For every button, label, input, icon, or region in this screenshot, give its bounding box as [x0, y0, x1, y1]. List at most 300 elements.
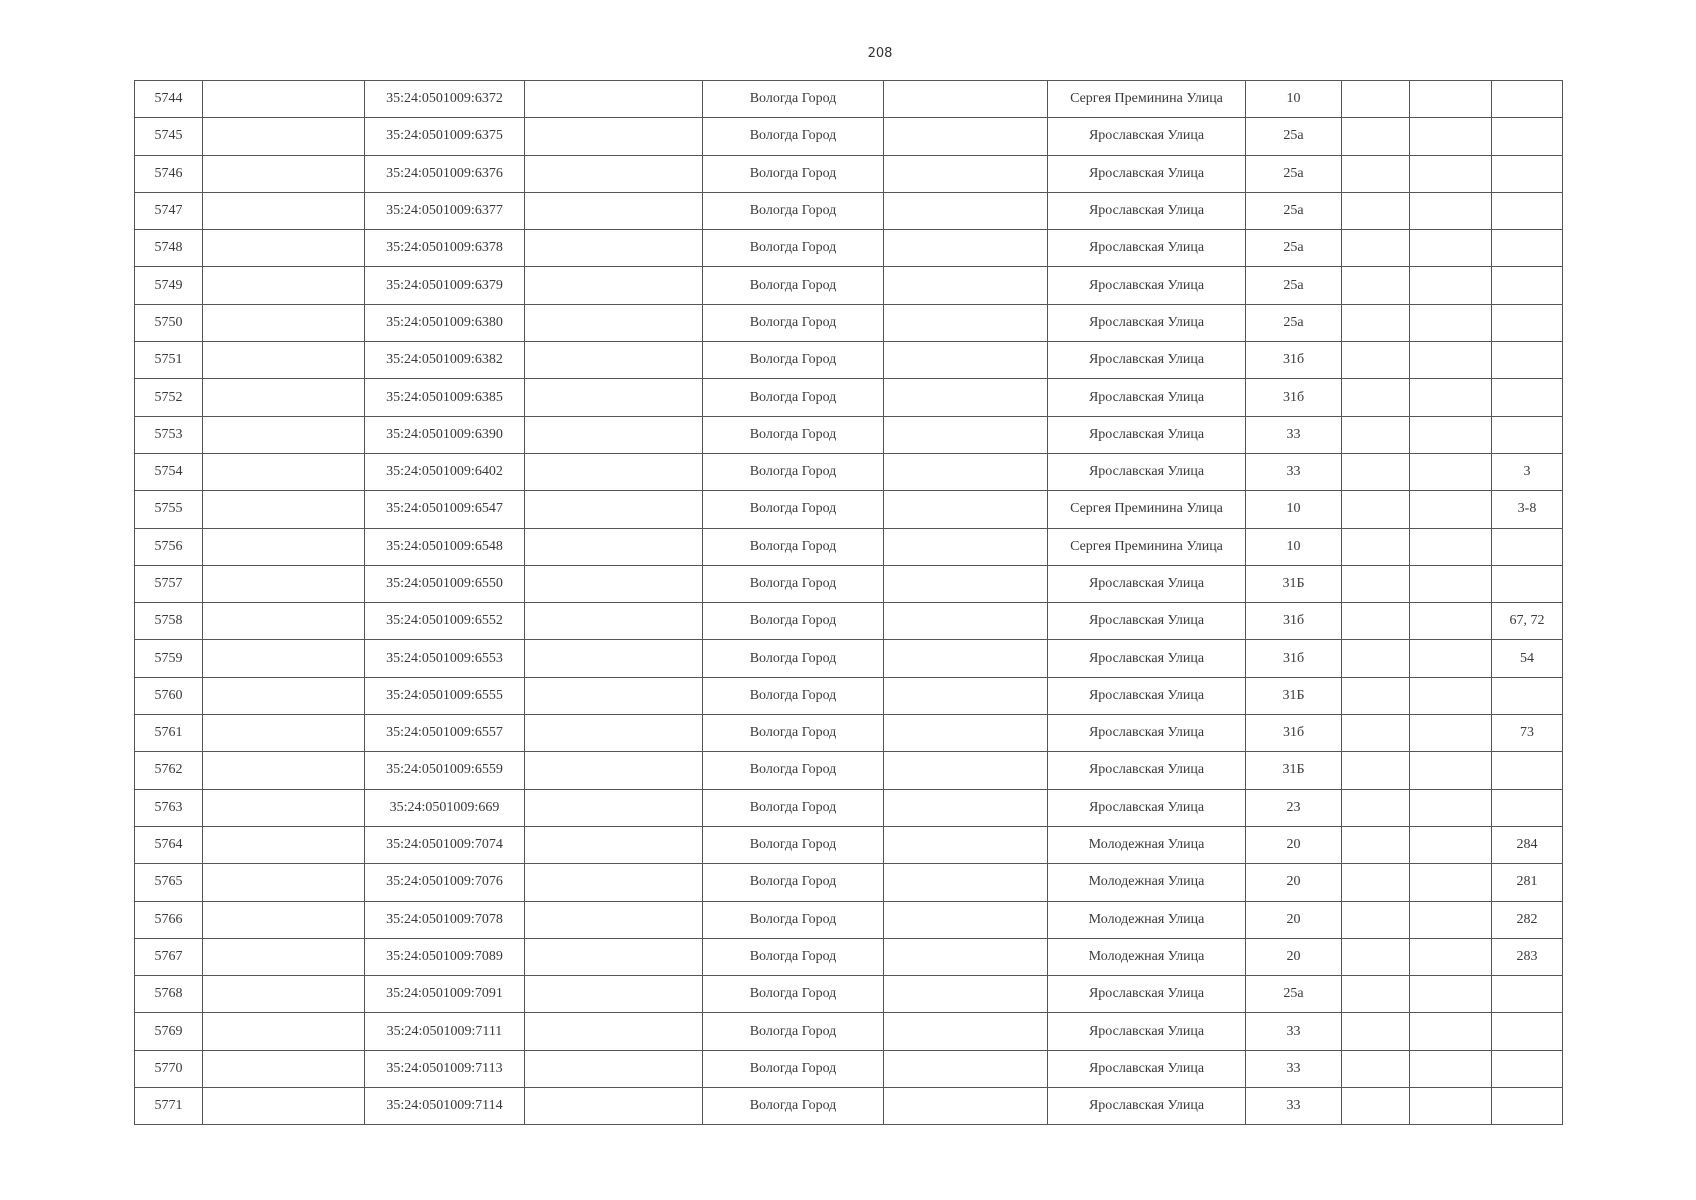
empty-cell [525, 1050, 703, 1087]
empty-cell [525, 528, 703, 565]
street-cell: Ярославская Улица [1048, 155, 1246, 192]
row-number-cell: 5745 [135, 118, 203, 155]
empty-cell [525, 192, 703, 229]
house-number-cell: 31б [1246, 379, 1342, 416]
empty-cell [1410, 640, 1492, 677]
house-number-cell: 25а [1246, 155, 1342, 192]
cadastral-number-cell: 35:24:0501009:6550 [365, 565, 525, 602]
empty-cell [203, 192, 365, 229]
apartment-number-cell [1492, 118, 1563, 155]
table-row [135, 565, 1563, 602]
cadastral-number-cell: 35:24:0501009:6382 [365, 342, 525, 379]
empty-cell [1410, 453, 1492, 490]
row-number-cell: 5766 [135, 901, 203, 938]
empty-cell [1342, 155, 1410, 192]
row-number-cell: 5755 [135, 491, 203, 528]
empty-cell [884, 491, 1048, 528]
empty-cell [1342, 416, 1410, 453]
empty-cell [1342, 379, 1410, 416]
empty-cell [525, 1013, 703, 1050]
empty-cell [525, 453, 703, 490]
empty-cell [203, 342, 365, 379]
cadastral-number-cell: 35:24:0501009:6553 [365, 640, 525, 677]
row-number-cell: 5760 [135, 677, 203, 714]
cadastral-number-cell: 35:24:0501009:6379 [365, 267, 525, 304]
street-cell: Ярославская Улица [1048, 976, 1246, 1013]
city-cell: Вологда Город [703, 304, 884, 341]
row-number-cell: 5759 [135, 640, 203, 677]
row-number-cell: 5769 [135, 1013, 203, 1050]
street-cell: Ярославская Улица [1048, 453, 1246, 490]
cadastral-number-cell: 35:24:0501009:7114 [365, 1088, 525, 1125]
street-cell: Сергея Преминина Улица [1048, 491, 1246, 528]
row-number-cell: 5746 [135, 155, 203, 192]
empty-cell [1342, 267, 1410, 304]
empty-cell [884, 81, 1048, 118]
cadastral-number-cell: 35:24:0501009:6548 [365, 528, 525, 565]
page-number: 208 [867, 46, 893, 61]
house-number-cell: 31б [1246, 715, 1342, 752]
table-row [135, 1088, 1563, 1125]
empty-cell [525, 901, 703, 938]
house-number-cell: 10 [1246, 528, 1342, 565]
cadastral-number-cell: 35:24:0501009:7113 [365, 1050, 525, 1087]
street-cell: Молодежная Улица [1048, 864, 1246, 901]
cadastral-number-cell: 35:24:0501009:6380 [365, 304, 525, 341]
empty-cell [203, 1088, 365, 1125]
row-number-cell: 5749 [135, 267, 203, 304]
house-number-cell: 31б [1246, 342, 1342, 379]
empty-cell [525, 826, 703, 863]
row-number-cell: 5747 [135, 192, 203, 229]
empty-cell [203, 491, 365, 528]
apartment-number-cell: 73 [1492, 715, 1563, 752]
row-number-cell: 5762 [135, 752, 203, 789]
apartment-number-cell: 281 [1492, 864, 1563, 901]
cadastral-number-cell: 35:24:0501009:6376 [365, 155, 525, 192]
empty-cell [884, 976, 1048, 1013]
apartment-number-cell: 282 [1492, 901, 1563, 938]
street-cell: Ярославская Улица [1048, 752, 1246, 789]
apartment-number-cell: 54 [1492, 640, 1563, 677]
house-number-cell: 25а [1246, 230, 1342, 267]
empty-cell [1342, 864, 1410, 901]
empty-cell [1342, 304, 1410, 341]
row-number-cell: 5764 [135, 826, 203, 863]
apartment-number-cell [1492, 81, 1563, 118]
house-number-cell: 31б [1246, 640, 1342, 677]
table-row [135, 118, 1563, 155]
empty-cell [203, 267, 365, 304]
cadastral-number-cell: 35:24:0501009:6547 [365, 491, 525, 528]
empty-cell [1410, 565, 1492, 602]
cadastral-number-cell: 35:24:0501009:669 [365, 789, 525, 826]
empty-cell [203, 230, 365, 267]
street-cell: Ярославская Улица [1048, 416, 1246, 453]
empty-cell [203, 976, 365, 1013]
cadastral-number-cell: 35:24:0501009:6390 [365, 416, 525, 453]
table-row [135, 789, 1563, 826]
empty-cell [203, 715, 365, 752]
apartment-number-cell [1492, 267, 1563, 304]
house-number-cell: 23 [1246, 789, 1342, 826]
street-cell: Ярославская Улица [1048, 715, 1246, 752]
house-number-cell: 33 [1246, 1088, 1342, 1125]
empty-cell [525, 565, 703, 602]
cadastral-number-cell: 35:24:0501009:7078 [365, 901, 525, 938]
empty-cell [884, 379, 1048, 416]
table-row [135, 81, 1563, 118]
empty-cell [1410, 81, 1492, 118]
apartment-number-cell [1492, 976, 1563, 1013]
empty-cell [1410, 230, 1492, 267]
cadastral-number-cell: 35:24:0501009:6377 [365, 192, 525, 229]
street-cell: Ярославская Улица [1048, 304, 1246, 341]
empty-cell [203, 379, 365, 416]
city-cell: Вологда Город [703, 491, 884, 528]
street-cell: Ярославская Улица [1048, 1088, 1246, 1125]
empty-cell [1342, 1088, 1410, 1125]
house-number-cell: 31Б [1246, 752, 1342, 789]
row-number-cell: 5751 [135, 342, 203, 379]
empty-cell [1342, 826, 1410, 863]
house-number-cell: 25а [1246, 118, 1342, 155]
house-number-cell: 33 [1246, 1013, 1342, 1050]
street-cell: Ярославская Улица [1048, 677, 1246, 714]
empty-cell [203, 640, 365, 677]
row-number-cell: 5771 [135, 1088, 203, 1125]
apartment-number-cell [1492, 752, 1563, 789]
row-number-cell: 5765 [135, 864, 203, 901]
city-cell: Вологда Город [703, 230, 884, 267]
empty-cell [525, 342, 703, 379]
empty-cell [884, 416, 1048, 453]
street-cell: Ярославская Улица [1048, 118, 1246, 155]
empty-cell [525, 677, 703, 714]
table-row [135, 155, 1563, 192]
table-row [135, 192, 1563, 229]
row-number-cell: 5770 [135, 1050, 203, 1087]
apartment-number-cell: 3 [1492, 453, 1563, 490]
empty-cell [884, 789, 1048, 826]
empty-cell [525, 81, 703, 118]
street-cell: Ярославская Улица [1048, 603, 1246, 640]
empty-cell [525, 118, 703, 155]
apartment-number-cell [1492, 155, 1563, 192]
city-cell: Вологда Город [703, 118, 884, 155]
empty-cell [525, 491, 703, 528]
city-cell: Вологда Город [703, 603, 884, 640]
city-cell: Вологда Город [703, 826, 884, 863]
house-number-cell: 25а [1246, 192, 1342, 229]
empty-cell [203, 453, 365, 490]
city-cell: Вологда Город [703, 752, 884, 789]
street-cell: Ярославская Улица [1048, 789, 1246, 826]
empty-cell [1342, 192, 1410, 229]
empty-cell [203, 304, 365, 341]
empty-cell [525, 938, 703, 975]
table-row [135, 938, 1563, 975]
house-number-cell: 20 [1246, 901, 1342, 938]
house-number-cell: 31Б [1246, 565, 1342, 602]
table-row [135, 491, 1563, 528]
house-number-cell: 10 [1246, 491, 1342, 528]
apartment-number-cell [1492, 379, 1563, 416]
empty-cell [1410, 826, 1492, 863]
city-cell: Вологда Город [703, 267, 884, 304]
street-cell: Ярославская Улица [1048, 267, 1246, 304]
house-number-cell: 33 [1246, 1050, 1342, 1087]
table-row [135, 976, 1563, 1013]
empty-cell [884, 304, 1048, 341]
empty-cell [525, 379, 703, 416]
house-number-cell: 31б [1246, 603, 1342, 640]
cadastral-number-cell: 35:24:0501009:6375 [365, 118, 525, 155]
empty-cell [203, 826, 365, 863]
empty-cell [884, 342, 1048, 379]
empty-cell [203, 155, 365, 192]
empty-cell [203, 901, 365, 938]
city-cell: Вологда Город [703, 1088, 884, 1125]
empty-cell [1342, 789, 1410, 826]
table-row [135, 230, 1563, 267]
house-number-cell: 33 [1246, 416, 1342, 453]
empty-cell [1410, 603, 1492, 640]
empty-cell [1410, 1088, 1492, 1125]
house-number-cell: 25а [1246, 267, 1342, 304]
city-cell: Вологда Город [703, 342, 884, 379]
cadastral-number-cell: 35:24:0501009:6555 [365, 677, 525, 714]
empty-cell [884, 603, 1048, 640]
empty-cell [884, 267, 1048, 304]
empty-cell [203, 864, 365, 901]
apartment-number-cell [1492, 192, 1563, 229]
apartment-number-cell [1492, 1088, 1563, 1125]
empty-cell [203, 1013, 365, 1050]
empty-cell [884, 826, 1048, 863]
empty-cell [1342, 491, 1410, 528]
empty-cell [1410, 118, 1492, 155]
empty-cell [884, 565, 1048, 602]
city-cell: Вологда Город [703, 789, 884, 826]
empty-cell [1342, 565, 1410, 602]
city-cell: Вологда Город [703, 565, 884, 602]
empty-cell [1410, 267, 1492, 304]
house-number-cell: 25а [1246, 304, 1342, 341]
street-cell: Ярославская Улица [1048, 1050, 1246, 1087]
empty-cell [1342, 81, 1410, 118]
table-row [135, 603, 1563, 640]
empty-cell [884, 192, 1048, 229]
empty-cell [1410, 192, 1492, 229]
empty-cell [203, 789, 365, 826]
apartment-number-cell [1492, 677, 1563, 714]
row-number-cell: 5763 [135, 789, 203, 826]
table-row [135, 901, 1563, 938]
city-cell: Вологда Город [703, 528, 884, 565]
cadastral-number-cell: 35:24:0501009:6372 [365, 81, 525, 118]
cadastral-number-cell: 35:24:0501009:6378 [365, 230, 525, 267]
city-cell: Вологда Город [703, 715, 884, 752]
row-number-cell: 5757 [135, 565, 203, 602]
city-cell: Вологда Город [703, 379, 884, 416]
city-cell: Вологда Город [703, 1050, 884, 1087]
table-row [135, 677, 1563, 714]
empty-cell [1410, 379, 1492, 416]
table-row [135, 864, 1563, 901]
empty-cell [1410, 677, 1492, 714]
apartment-number-cell [1492, 528, 1563, 565]
row-number-cell: 5754 [135, 453, 203, 490]
empty-cell [884, 901, 1048, 938]
empty-cell [884, 640, 1048, 677]
street-cell: Ярославская Улица [1048, 565, 1246, 602]
house-number-cell: 25а [1246, 976, 1342, 1013]
empty-cell [1342, 528, 1410, 565]
empty-cell [1410, 155, 1492, 192]
empty-cell [1342, 677, 1410, 714]
empty-cell [1342, 1013, 1410, 1050]
cadastral-number-cell: 35:24:0501009:6402 [365, 453, 525, 490]
empty-cell [525, 752, 703, 789]
street-cell: Ярославская Улица [1048, 192, 1246, 229]
registry-table [134, 80, 1563, 1125]
cadastral-number-cell: 35:24:0501009:6552 [365, 603, 525, 640]
street-cell: Молодежная Улица [1048, 901, 1246, 938]
empty-cell [1342, 342, 1410, 379]
empty-cell [203, 528, 365, 565]
house-number-cell: 20 [1246, 938, 1342, 975]
empty-cell [1342, 1050, 1410, 1087]
empty-cell [1410, 304, 1492, 341]
empty-cell [1342, 118, 1410, 155]
city-cell: Вологда Город [703, 901, 884, 938]
empty-cell [1342, 752, 1410, 789]
empty-cell [203, 603, 365, 640]
empty-cell [1342, 715, 1410, 752]
empty-cell [884, 938, 1048, 975]
city-cell: Вологда Город [703, 453, 884, 490]
city-cell: Вологда Город [703, 976, 884, 1013]
row-number-cell: 5756 [135, 528, 203, 565]
apartment-number-cell: 283 [1492, 938, 1563, 975]
empty-cell [203, 1050, 365, 1087]
house-number-cell: 10 [1246, 81, 1342, 118]
apartment-number-cell [1492, 565, 1563, 602]
city-cell: Вологда Город [703, 864, 884, 901]
row-number-cell: 5753 [135, 416, 203, 453]
city-cell: Вологда Город [703, 938, 884, 975]
empty-cell [1410, 1013, 1492, 1050]
apartment-number-cell [1492, 1013, 1563, 1050]
apartment-number-cell: 284 [1492, 826, 1563, 863]
empty-cell [525, 155, 703, 192]
empty-cell [525, 416, 703, 453]
street-cell: Ярославская Улица [1048, 230, 1246, 267]
table-row [135, 1013, 1563, 1050]
cadastral-number-cell: 35:24:0501009:7089 [365, 938, 525, 975]
table-row [135, 640, 1563, 677]
cadastral-number-cell: 35:24:0501009:7074 [365, 826, 525, 863]
empty-cell [1410, 528, 1492, 565]
apartment-number-cell [1492, 789, 1563, 826]
house-number-cell: 31Б [1246, 677, 1342, 714]
empty-cell [203, 565, 365, 602]
table-row [135, 453, 1563, 490]
row-number-cell: 5752 [135, 379, 203, 416]
table-row [135, 1050, 1563, 1087]
empty-cell [884, 1013, 1048, 1050]
street-cell: Ярославская Улица [1048, 342, 1246, 379]
empty-cell [203, 416, 365, 453]
cadastral-number-cell: 35:24:0501009:6559 [365, 752, 525, 789]
city-cell: Вологда Город [703, 640, 884, 677]
empty-cell [203, 938, 365, 975]
empty-cell [1410, 752, 1492, 789]
apartment-number-cell [1492, 416, 1563, 453]
empty-cell [1410, 976, 1492, 1013]
empty-cell [884, 752, 1048, 789]
empty-cell [1342, 640, 1410, 677]
table-row [135, 304, 1563, 341]
street-cell: Ярославская Улица [1048, 1013, 1246, 1050]
table-row [135, 416, 1563, 453]
empty-cell [884, 230, 1048, 267]
empty-cell [1342, 901, 1410, 938]
city-cell: Вологда Город [703, 1013, 884, 1050]
street-cell: Ярославская Улица [1048, 379, 1246, 416]
street-cell: Молодежная Улица [1048, 826, 1246, 863]
city-cell: Вологда Город [703, 416, 884, 453]
apartment-number-cell [1492, 304, 1563, 341]
row-number-cell: 5744 [135, 81, 203, 118]
table-row [135, 752, 1563, 789]
empty-cell [1410, 416, 1492, 453]
table-row [135, 342, 1563, 379]
row-number-cell: 5750 [135, 304, 203, 341]
cadastral-number-cell: 35:24:0501009:7076 [365, 864, 525, 901]
empty-cell [884, 1088, 1048, 1125]
empty-cell [1410, 789, 1492, 826]
empty-cell [525, 603, 703, 640]
empty-cell [525, 640, 703, 677]
empty-cell [525, 1088, 703, 1125]
empty-cell [203, 118, 365, 155]
empty-cell [525, 267, 703, 304]
apartment-number-cell [1492, 342, 1563, 379]
empty-cell [1342, 603, 1410, 640]
empty-cell [203, 81, 365, 118]
cadastral-number-cell: 35:24:0501009:7091 [365, 976, 525, 1013]
street-cell: Сергея Преминина Улица [1048, 528, 1246, 565]
table-row [135, 267, 1563, 304]
registry-table-body [135, 81, 1563, 1125]
empty-cell [525, 230, 703, 267]
table-row [135, 528, 1563, 565]
table-row [135, 379, 1563, 416]
empty-cell [884, 155, 1048, 192]
cadastral-number-cell: 35:24:0501009:6385 [365, 379, 525, 416]
street-cell: Ярославская Улица [1048, 640, 1246, 677]
apartment-number-cell: 67, 72 [1492, 603, 1563, 640]
apartment-number-cell [1492, 230, 1563, 267]
house-number-cell: 33 [1246, 453, 1342, 490]
empty-cell [1410, 901, 1492, 938]
empty-cell [525, 715, 703, 752]
empty-cell [525, 864, 703, 901]
row-number-cell: 5761 [135, 715, 203, 752]
empty-cell [884, 528, 1048, 565]
